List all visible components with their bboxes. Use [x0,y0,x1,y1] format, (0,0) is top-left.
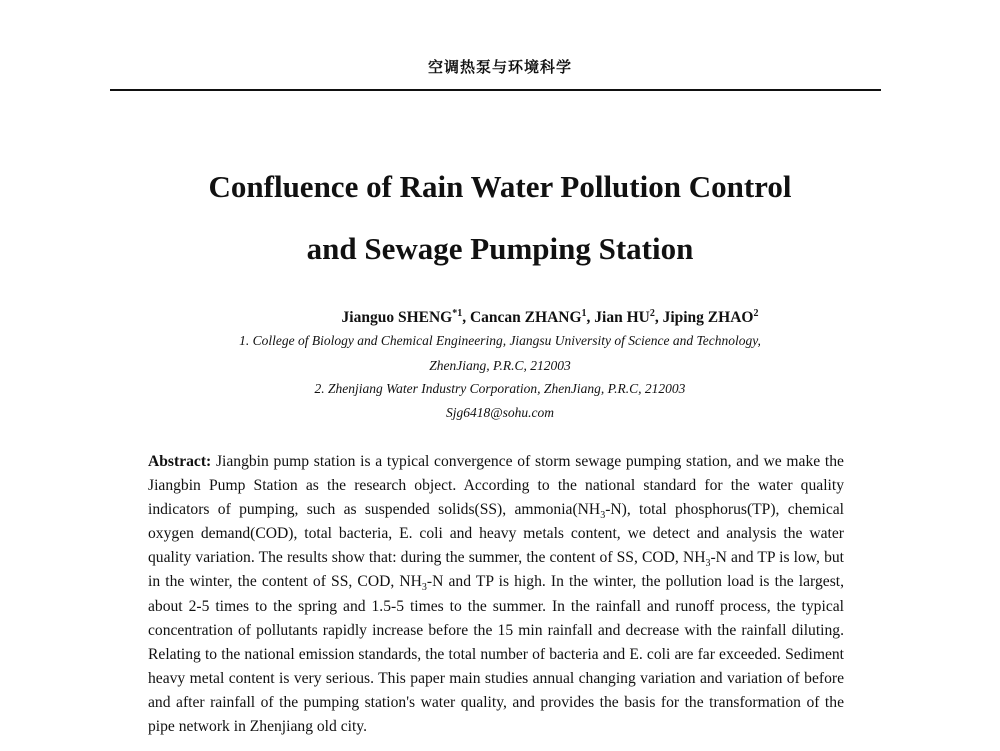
header-rule [110,89,881,91]
abstract-paragraph [148,450,844,739]
abstract-body: Jiangbin pump station is a typical convergence of storm sewage pumping station, and we make the Jiangbin Pump Station as the research object. According to the national standard for the water quality indicators of pumping, such as suspended solids(SS), $ammonia(NH_3-N)$, total phosphorus(TP), chemical oxygen demand(COD), total bacteria, E. coli and heavy metals content, we detect and analysis the water quality variation. The results show that: during the summer, the content of SS, COD, $NH_3-N$ and TP is low, but in the winter, the content of SS, COD, $NH_3-N$ and TP is high. In the winter, the pollution load is the largest, about 2-5 times to the spring and 1.5-5 times to the summer. In the rainfall and runoff process, the typical concentration of pollutants rapidly increase before the 15 min rainfall and decrease with the rainfall diluting. Relating to the national emission standards, the total number of bacteria and E. coli are far exceeded. Sediment heavy metal content is very serious. This paper main studies annual changing variation and variation of before and after rainfall of the pumping station's water quality, and provides the basis for the transformation of the pipe network in Zhenjiang old city. [148,453,844,736]
journal-running-header: 空调热泵与环境科学 [427,58,572,76]
paper-title-line-2: and Sewage Pumping Station [306,231,694,266]
author-list: Jianguo SHENG$^{*1}$, Cancan ZHANG$^1$, Jian $HU^2$, Jiping ZHAO$^2$ [341,308,759,327]
abstract-label: Abstract: [148,453,212,470]
paper-title-line-1: Confluence of Rain Water Pollution Control [208,169,792,204]
affiliation-1-line-2: ZhenJiang, P.R.C, 212003 [429,358,571,373]
author-email: Sjg6418@sohu.com [445,405,555,420]
affiliation-1-line-1: 1. College of Biology and Chemical Engineering, Jiangsu University of Science and Technology, [239,333,761,348]
affiliation-2: 2. Zhenjiang Water Industry Corporation, ZhenJiang, P.R.C, 212003 [314,381,686,396]
